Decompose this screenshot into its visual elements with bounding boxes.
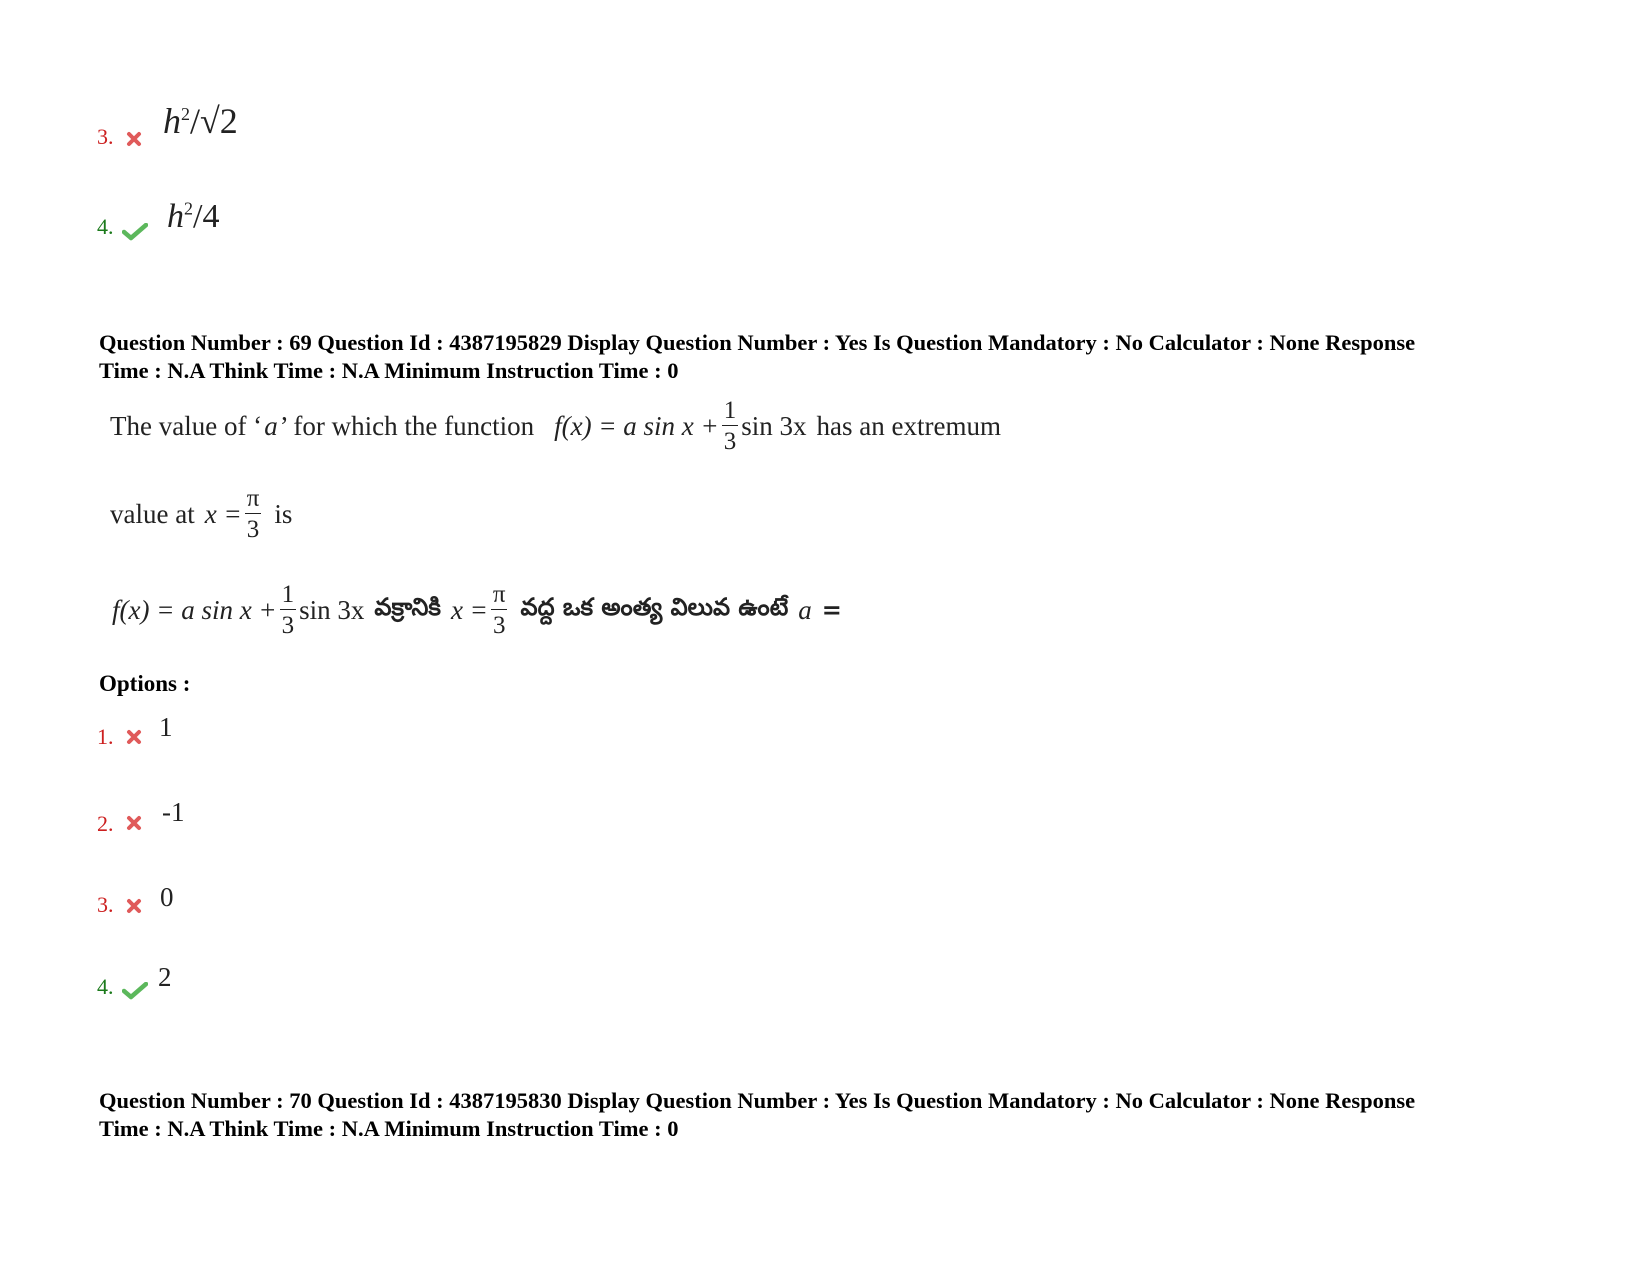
option-number: 4.: [97, 214, 114, 239]
option-number: 1.: [97, 724, 114, 749]
check-icon: [122, 982, 148, 1000]
cross-icon: [126, 898, 142, 914]
question-69-meta: Question Number : 69 Question Id : 4387195829 Display Question Number : Yes Is Question Mandatory : No Calculator : None Response Time : N.A Think Time : N.A Minimum Instruction Time : 0: [99, 330, 1416, 383]
option-number: 4.: [97, 974, 114, 999]
check-icon: [122, 223, 148, 241]
prev-option-3-value: $h^2/√2$: [163, 101, 238, 141]
question-70-meta: Question Number : 70 Question Id : 4387195830 Display Question Number : Yes Is Question Mandatory : No Calculator : None Response Time : N.A Think Time : N.A Minimum Instruction Time : 0: [99, 1088, 1416, 1141]
cross-icon: [126, 131, 142, 147]
prev-option-3: [97, 124, 114, 150]
cross-icon: [126, 815, 142, 831]
cross-icon: [126, 729, 142, 745]
fraction-one-third: $\frac{1}{3}$: [723, 397, 737, 455]
question-stem-telugu: f(x) = a sin x + $\frac{1}{3}$ sin 3x వక్రానికి x = $\frac{\pi}{3}$ వద్ద ఒక అంత్య విలువ ఉంటే a =: [112, 581, 842, 639]
option-number: 2.: [97, 811, 114, 836]
option-2: [97, 811, 114, 837]
prev-option-4-value: $h^2/4$: [167, 198, 220, 235]
options-label: Options :: [99, 671, 191, 696]
fraction-pi-third-telugu: $\frac{\pi}{3}$: [492, 581, 506, 639]
option-4-value: 2: [158, 962, 172, 992]
option-1: [97, 724, 114, 750]
option-3: [97, 892, 114, 918]
option-4: [97, 974, 114, 1000]
option-number: 3.: [97, 124, 114, 149]
option-2-value: -1: [162, 797, 185, 827]
fraction-one-third-telugu: $\frac{1}{3}$: [281, 581, 295, 639]
question-stem-line-1: The value of ‘ a ’ for which the function f(x) = a sin x + $\frac{1}{3}$ sin 3x has an extremum: [110, 397, 1001, 455]
option-1-value: 1: [159, 712, 173, 742]
question-stem-line-2: value at x = $\frac{\pi}{3}$ is: [110, 485, 293, 543]
fraction-pi-third: $\frac{\pi}{3}$: [246, 485, 260, 543]
option-3-value: 0: [160, 882, 174, 912]
prev-option-4: [97, 214, 114, 240]
option-number: 3.: [97, 892, 114, 917]
